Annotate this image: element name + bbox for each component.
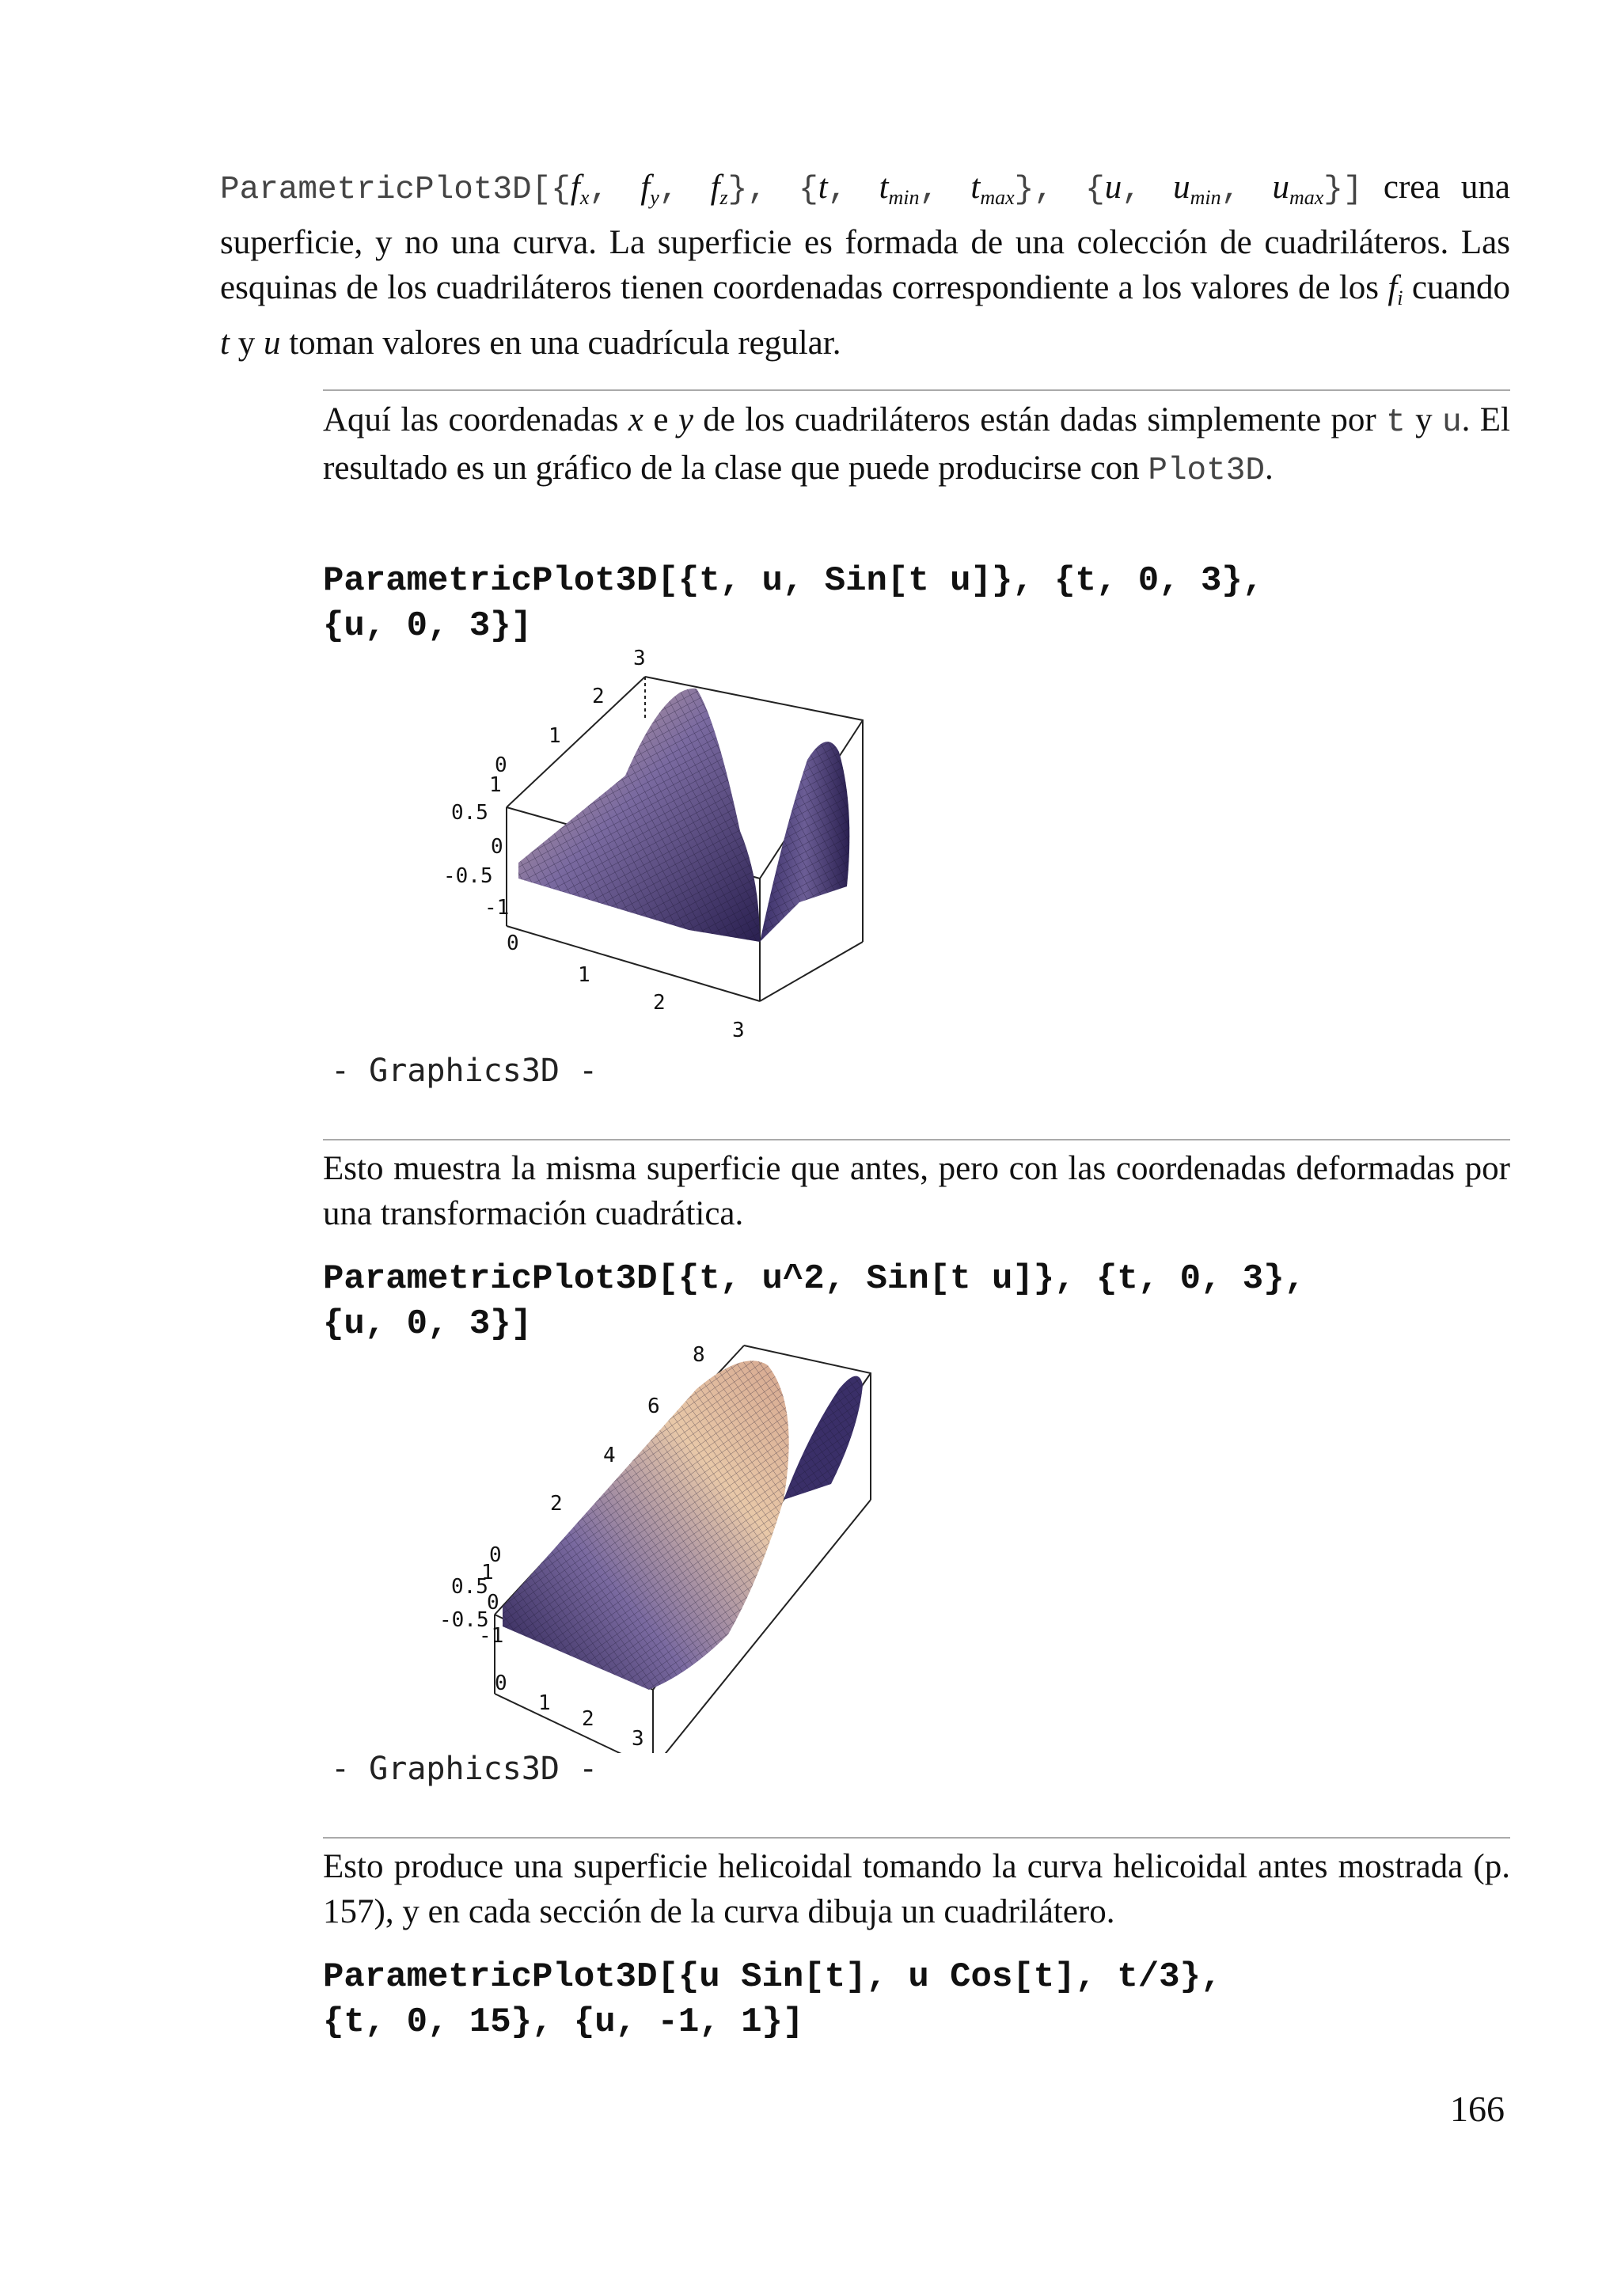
- cell-divider: [323, 1837, 1510, 1839]
- z-tick: 0.5: [451, 1575, 488, 1599]
- t-tick: 1: [578, 963, 590, 987]
- z-tick: -1: [479, 1624, 504, 1648]
- z-tick: -0.5: [439, 1608, 489, 1632]
- z-tick: -1: [484, 896, 510, 920]
- cell2-input-line1[interactable]: ParametricPlot3D[{t, u^2, Sin[t u]}, {t, 0, 3},: [323, 1259, 1306, 1299]
- intro-paragraph: $ParametricPlot3D[\{f_x$, $f_y$, $f_z$}, {t, $t_{min}$, $t_{max}$}, {u, $u_{min}$, $u_{max}$}] crea una superficie, y no una curva. La superficie es formada de una colección de cuadriláteros. Las esquinas de los cuadriláteros tienen coordenadas correspondiente a los valores de los $f_i$ cuando t y u toman valores en una cuadrícula regular.: [220, 169, 1510, 362]
- t-tick: 1: [538, 1691, 551, 1715]
- t-tick: 3: [632, 1727, 644, 1751]
- t-tick: 0: [507, 932, 519, 955]
- cell1-output: - Graphics3D -: [331, 1053, 598, 1089]
- cell-divider: [323, 389, 1510, 391]
- z-tick: 1: [481, 1561, 494, 1584]
- cell1-input-line2[interactable]: {u, 0, 3}]: [323, 606, 533, 646]
- cell3-input-line2[interactable]: {t, 0, 15}, {u, -1, 1}]: [323, 2002, 804, 2042]
- cell1-description: Aquí las coordenadas x e y de los cuadriláteros están dadas simplemente por t y u. El resultado es un gráfico de la clase que puede producirse con Plot3D.: [323, 401, 1511, 489]
- cell3-description: Esto produce una superficie helicoidal tomando la curva helicoidal antes mostrada (p. 157), y en cada sección de la curva dibuja un cuadrilátero.: [323, 1848, 1510, 1930]
- u-tick: 2: [592, 685, 605, 708]
- cell3-input-line1[interactable]: ParametricPlot3D[{u Sin[t], u Cos[t], t/3},: [323, 1957, 1222, 1997]
- inline-code: ParametricPlot3D[{: [220, 172, 571, 208]
- z-tick: 0: [487, 1591, 499, 1615]
- u-tick: 0: [495, 753, 507, 777]
- page-number: 166: [1450, 2089, 1505, 2129]
- cell-divider: [323, 1139, 1510, 1140]
- z-tick: 0: [491, 835, 503, 859]
- graphics3d-plot-1: [427, 641, 902, 1053]
- graphics3d-plot-2: [427, 1342, 902, 1753]
- cell2-output: - Graphics3D -: [331, 1751, 598, 1787]
- t-tick: 0: [495, 1672, 507, 1695]
- z-tick: -0.5: [443, 864, 493, 888]
- cell1-input-line1[interactable]: ParametricPlot3D[{t, u, Sin[t u]}, {t, 0, 3},: [323, 561, 1264, 601]
- u-tick: 1: [549, 724, 561, 748]
- u-tick: 0: [489, 1543, 502, 1567]
- u-tick: 8: [693, 1343, 705, 1367]
- t-tick: 2: [582, 1707, 594, 1731]
- z-tick: 1: [489, 773, 502, 797]
- cell2-description: Esto muestra la misma superficie que antes, pero con las coordenadas deformadas por una transformación cuadrática.: [323, 1150, 1510, 1232]
- u-tick: 6: [647, 1395, 660, 1418]
- cell2-input-line2[interactable]: {u, 0, 3}]: [323, 1304, 533, 1344]
- t-tick: 3: [732, 1019, 745, 1042]
- z-tick: 0.5: [451, 801, 488, 825]
- u-tick: 4: [603, 1444, 616, 1467]
- u-tick: 3: [633, 647, 646, 670]
- t-tick: 2: [653, 991, 666, 1015]
- u-tick: 2: [550, 1492, 563, 1516]
